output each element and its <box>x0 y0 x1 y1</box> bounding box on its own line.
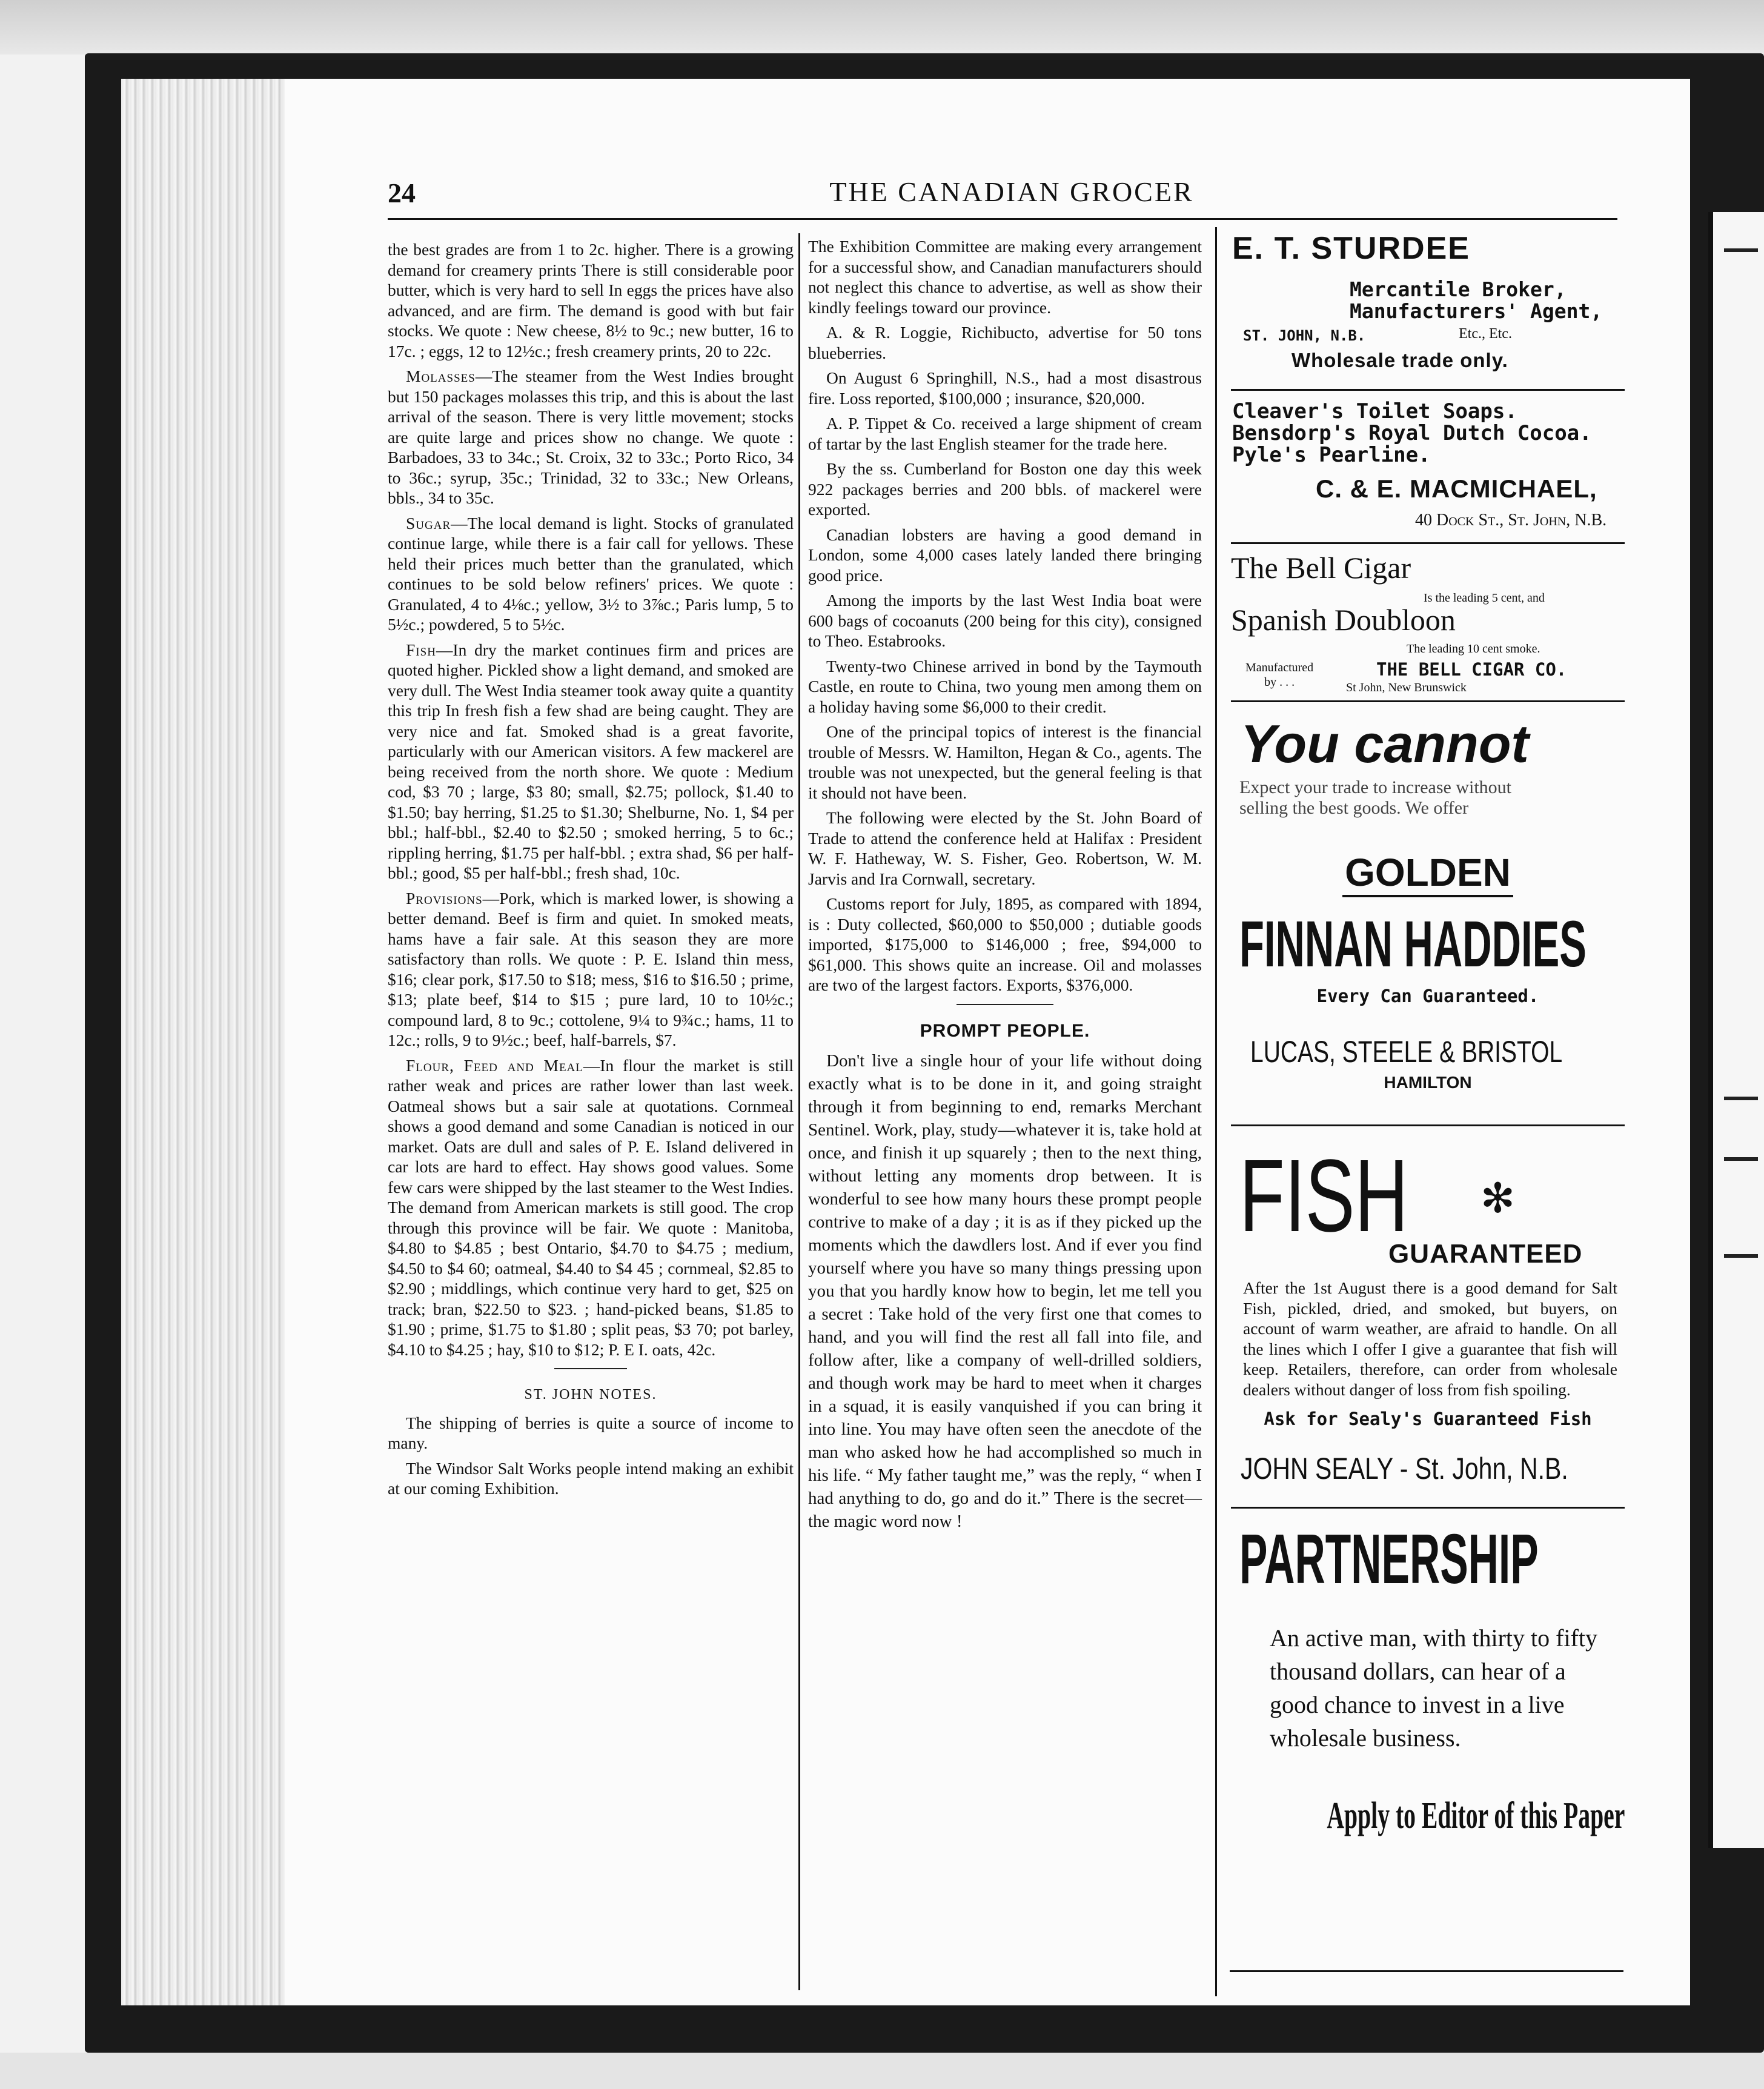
ad-body: An active man, with thirty to fifty thousand dollars, can hear of a good chance to invest in a live wholesale business. <box>1270 1624 1597 1752</box>
market-paragraph: the best grades are from 1 to 2c. higher. There is a growing demand for creamery prints There is still considerable poor butter, which is very hard to sell In eggs the prices have also advanced, and are firm. The demand is good with but fair stocks. We quote : New cheese, 8½ to 9c.; new butter, 16 to 17c. ; eggs, 12 to 12½c.; fresh creamery prints, 20 to 22c. <box>388 240 794 360</box>
advertiser-name: E. T. STURDEE <box>1232 231 1470 266</box>
product-line: Bensdorp's Royal Dutch Cocoa. <box>1232 421 1592 445</box>
bell-cigar-ad <box>1231 544 1625 702</box>
section-rule <box>957 1004 1053 1005</box>
golden-text: GOLDEN <box>1342 850 1513 897</box>
edge-mark <box>1724 248 1758 252</box>
product-line: Pyle's Pearline. <box>1232 443 1431 467</box>
section-head: Fish <box>406 640 436 659</box>
scan-background-top <box>0 0 1764 55</box>
ad-guarantee: Every Can Guaranteed. <box>1316 986 1539 1006</box>
ad-headline: FISH <box>1239 1138 1408 1254</box>
news-paragraph: A. & R. Loggie, Richibucto, advertise for 50 tons blueberries. <box>808 323 1202 362</box>
advertisements-column <box>1231 230 1625 1836</box>
left-column <box>388 239 794 1504</box>
column-divider <box>1215 227 1217 1996</box>
ad-line: selling the best goods. We offer <box>1239 798 1469 818</box>
news-paragraph: One of the principal topics of interest is the financial trouble of Messrs. W. Hamilton, Hegan & Co., agents. The trouble was not unexpected, but the general feeling is that it should not have been. <box>808 722 1202 802</box>
sealy-fish-ad <box>1231 1126 1625 1509</box>
cigar-brand: The Bell Cigar <box>1231 551 1411 585</box>
provisions-paragraph <box>388 888 794 1051</box>
golden-label <box>1231 850 1625 897</box>
advertiser-name: JOHN SEALY - St. John, N.B. <box>1241 1452 1568 1486</box>
prompt-people-article: Don't live a single hour of your life without doing exactly what is to be done in it, and going straight through it from beginning to end, remarks Merchant Sentinel. Work, play, study—whatever it is, take hold at once, and finish it up squarely ; then to the next thing, without letting any moments drop between. It is wonderful to see how many hours these prompt people contrive to make of a day ; it is as if they picked up the moments which the dawdlers lost. And if ever you find yourself where you have so many things pressing upon you that you hardly know how to begin, let me tell you a secret : Take hold of the very first one that comes to hand, and you will find the rest all fall into file, and follow after, like a company of well-drilled soldiers, and though work may be hard to meet when it charges in a squad, it is easily vanquished if you can bring it into line. You may have often seen the anecdote of the man who asked how he had accomplished so much in his life. “ My father taught me,” was the reply, “ when I had anything to do, go and do it.” There is the secret—the magic word now ! <box>808 1051 1202 1531</box>
news-paragraph: By the ss. Cumberland for Boston one day this week 922 packages berries and 200 bbls. of mackerel were exported. <box>808 459 1202 519</box>
prompt-people-heading: PROMPT PEOPLE. <box>920 1020 1090 1041</box>
news-paragraph: Among the imports by the last West India boat were 600 bags of cocoanuts (200 being for this city), consigned to Theo. Estabrooks. <box>808 591 1202 650</box>
flour-paragraph <box>388 1055 794 1360</box>
news-paragraph: Twenty-two Chinese arrived in bond by the Taymouth Castle, en route to China, two young men among them on a holiday having some $6,000 to their credit. <box>808 656 1202 716</box>
ad-line: Etc., Etc. <box>1459 326 1512 342</box>
section-head: Flour, Feed and Meal <box>406 1055 583 1075</box>
edge-mark <box>1724 1254 1758 1258</box>
sugar-paragraph <box>388 513 794 635</box>
molasses-paragraph <box>388 366 794 508</box>
page-number: 24 <box>388 178 416 208</box>
ad-line: by . . . <box>1264 676 1295 689</box>
ad-line: Mercantile Broker, <box>1350 277 1567 301</box>
macmichael-ad <box>1231 391 1625 544</box>
partnership-ad <box>1231 1509 1625 1836</box>
section-head: Molasses <box>406 367 476 385</box>
header-rule <box>388 218 1617 220</box>
cigar-brand: Spanish Doubloon <box>1231 603 1456 637</box>
middle-column <box>808 236 1202 1538</box>
column-divider <box>798 233 800 1990</box>
ad-headline: PARTNERSHIP <box>1239 1519 1539 1598</box>
ad-callout: Ask for Sealy's Guaranteed Fish <box>1264 1409 1592 1429</box>
adjacent-book-edge <box>1708 212 1764 1848</box>
ad-address: 40 Dock St., St. John, N.B. <box>1415 511 1607 530</box>
paragraph-text: —The local demand is light. Stocks of granulated continue large, while there is a fair call for yellows. These held their prices much better than the granulated, which continues to be sold below refiners' prices. We quote : Granulated, 4 to 4⅛c.; yellow, 3½ to 3⅞c.; Paris lump, 5 to 5½c.; powdered, 5 to 5½c. <box>388 513 794 634</box>
page-edges <box>121 79 303 2005</box>
news-paragraph: The Exhibition Committee are making every arrangement for a successful show, and Canadian manufacturers should not neglect this chance to advertise, as well as show their kindly feelings toward our province. <box>808 237 1202 317</box>
finnan-haddies-ad <box>1231 702 1625 1126</box>
news-paragraph: The following were elected by the St. John Board of Trade to attend the conference held at Halifax : President W. F. Hatheway, W. S. Fisher, Geo. Robertson, W. M. Jarvis and Ira Cornwall, secretary. <box>808 808 1202 888</box>
sturdee-ad <box>1231 230 1625 391</box>
st-john-notes-heading: ST. JOHN NOTES. <box>524 1387 657 1403</box>
ad-tagline: Wholesale trade only. <box>1292 349 1508 371</box>
cigar-note: The leading 10 cent smoke. <box>1407 642 1540 656</box>
ad-line: Manufacturers' Agent, <box>1350 299 1603 323</box>
paragraph-text: —In flour the market is still rather weak and prices are rather lower than last week. Oatmeal shows but a sair sale at quotations. Cornmeal shows a good demand and some Canadian is noticed in our market. Oats are dull and sales of P. E. Island delivered in car lots are hard to effect. Hay shows good values. Some few cars were shipped by the last steamer to the West Indies. The demand from American markets is still good. The crop through this province will be fair. We quote : Manitoba, $4.80 to $4.85 ; best Ontario, $4.70 to $4.75 ; medium, $4.50 to $4 60; oatmeal, $4.40 to $4 45 ; cornmeal, $2.85 to $2.90 ; middlings, which continue very hard to get, $25 on track; bran, $22.50 to $23. ; hand-picked beans, $1.85 to $1.90 ; prime, $1.75 to $1.80 ; split peas, $3 70; pot barley, $4.10 to $4.25 ; hay, $10 to $12; P. E I. oats, 42c. <box>388 1055 794 1359</box>
section-rule <box>554 1368 627 1369</box>
section-head: Sugar <box>406 513 451 533</box>
scan-background-bottom <box>0 2053 1764 2089</box>
advertiser-name: THE BELL CIGAR CO. <box>1376 659 1567 680</box>
advertiser-name: LUCAS, STEELE & BRISTOL <box>1250 1035 1563 1069</box>
news-paragraph: Customs report for July, 1895, as compared with 1894, is : Duty collected, $60,000 to $50,000 ; dutiable goods imported, $175,000 to $146,000 ; free, $94,000 to $61,000. This shows quite an increase. Oil and molasses are two of the largest factors. Exports, $376,000. <box>808 894 1202 994</box>
ad-headline: You cannot <box>1241 714 1529 774</box>
paragraph-text: —The steamer from the West Indies brought but 150 packages molasses this trip, and this is about the last arrival of the season. There is very little movement; stocks are quite large and prices show no change. We quote : Barbadoes, 33 to 34c.; St. Croix, 32 to 33c.; Porto Rico, 34 to 36c.; syrup, 35c.; Trinidad, 32 to 33c.; New Orleans, bbls., 34 to 35c. <box>388 367 794 507</box>
ad-callout: Apply to Editor of this Paper <box>1327 1795 1625 1836</box>
advertiser-name: C. & E. MACMICHAEL, <box>1316 474 1597 503</box>
star-ornament-icon: ✻ <box>1480 1175 1515 1221</box>
page-title: THE CANADIAN GROCER <box>829 176 1194 207</box>
news-paragraph: Canadian lobsters are having a good demand in London, some 4,000 cases lately landed there bringing good price. <box>808 525 1202 585</box>
edge-mark <box>1724 1157 1758 1161</box>
news-paragraph: On August 6 Springhill, N.S., had a most disastrous fire. Loss reported, $100,000 ; insurance, $20,000. <box>808 368 1202 408</box>
ads-bottom-rule <box>1230 1970 1623 1972</box>
product-name: FINNAN HADDIES <box>1239 907 1587 980</box>
product-line: Cleaver's Toilet Soaps. <box>1232 399 1517 423</box>
fish-paragraph <box>388 640 794 883</box>
ad-line: Manufactured <box>1245 661 1314 674</box>
ad-city: HAMILTON <box>1384 1073 1472 1092</box>
edge-mark <box>1724 1097 1758 1100</box>
ad-line: Expect your trade to increase without <box>1239 777 1512 797</box>
section-head: Provisions <box>406 888 483 908</box>
ad-address: St John, New Brunswick <box>1346 681 1467 694</box>
ad-body: After the 1st August there is a good demand for Salt Fish, pickled, dried, and smoked, but buyers, on account of warm weather, are afraid to handle. On all the lines which I offer I give a guarantee that fish will keep. Retailers, therefore, can order from wholesale dealers without danger of loss from fish spoiling. <box>1243 1278 1617 1399</box>
cigar-note: Is the leading 5 cent, and <box>1424 591 1545 605</box>
paragraph-text: —In dry the market continues firm and prices are quoted higher. Pickled show a light demand, and smoked are very dull. The West India steamer took away quite a quantity this trip In fresh fish a few shad are being caught. They are very nice and fat. Smoked shad is a great favorite, particularly with our American visitors. A few mackerel are being received from the north shore. We quote : Medium cod, $3 70 ; large, $3 80; small, $2.75; pollock, $1.40 to $1.50; bay herring, $1.25 to $1.30; Shelburne, No. 1, $4 per bbl.; half-bbl., $2.40 to $2.50 ; smoked herring, 5 to 6c.; rippling herring, $1.75 per half-bbl. ; extra shad, $6 per half-bbl.; good, $5 per half-bbl.; fresh shad, 10c. <box>388 640 794 882</box>
notes-paragraph: The Windsor Salt Works people intend making an exhibit at our coming Exhibition. <box>388 1458 794 1498</box>
ad-subheadline: GUARANTEED <box>1388 1239 1583 1269</box>
news-paragraph: A. P. Tippet & Co. received a large shipment of cream of tartar by the last English steamer for the trade here. <box>808 414 1202 453</box>
paragraph-text: —Pork, which is marked lower, is showing a better demand. Beef is firm and quiet. In smoked meats, hams have a fair sale. At this season they are more satisfactory than rolls. We quote : P. E. Island thin mess, $16; clear pork, $17.50 to $18; mess, $16 to $16.50 ; prime, $13; plate beef, $14 to $15 ; pure lard, 10 to 10½c.; compound lard, 8 to 9c.; cottolene, 9¼ to 9¾c.; hams, 11 to 12c.; rolls, 9 to 9½c.; beef, half-barrels, $7. <box>388 888 794 1049</box>
manufactured-by <box>1245 660 1313 689</box>
notes-paragraph: The shipping of berries is quite a source of income to many. <box>388 1413 794 1452</box>
ad-city: ST. JOHN, N.B. <box>1243 327 1366 344</box>
